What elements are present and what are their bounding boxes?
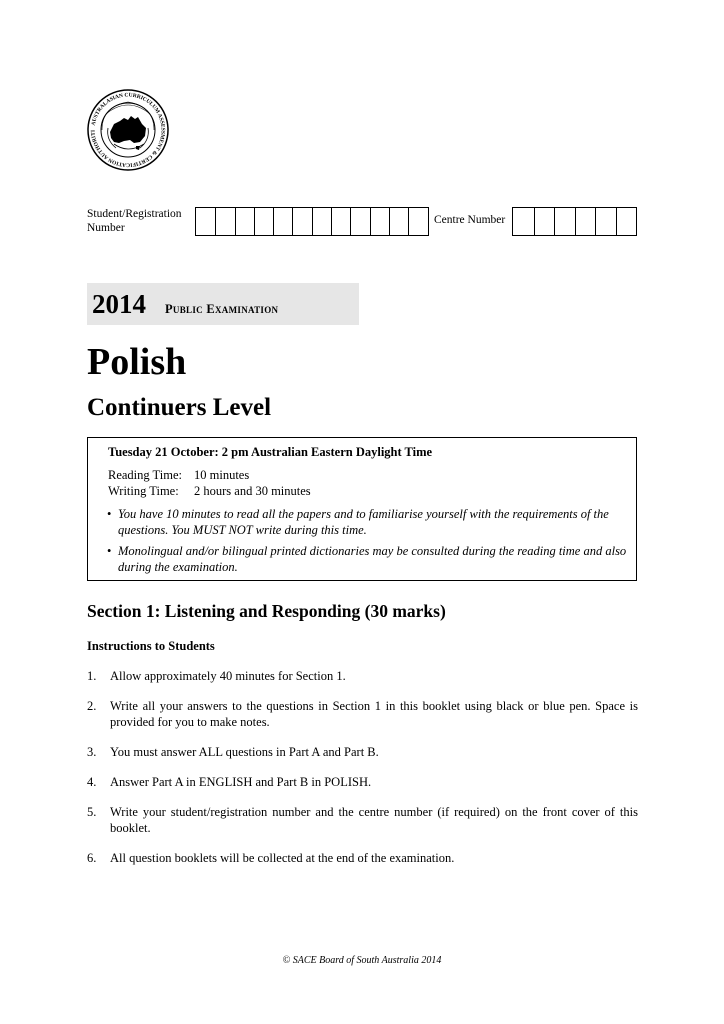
info-bullet-text: You have 10 minutes to read all the papers and to familiarise yourself with the requirements of the questions. You MUST NOT write during this time. bbox=[118, 507, 609, 537]
instruction-item bbox=[87, 774, 638, 790]
instruction-number: 3. bbox=[87, 745, 97, 759]
instruction-number: 1. bbox=[87, 669, 97, 683]
australia-map-icon bbox=[108, 116, 149, 150]
instruction-text: Allow approximately 40 minutes for Section 1. bbox=[110, 669, 346, 683]
exam-year: 2014 bbox=[92, 289, 146, 319]
student-registration-label: Student/Registration Number bbox=[87, 208, 182, 234]
subject-title: Polish bbox=[87, 341, 187, 383]
reading-time-label: Reading Time: bbox=[108, 468, 182, 482]
instruction-number: 4. bbox=[87, 775, 97, 789]
instruction-text: Write all your answers to the questions in Section 1 in this booklet using black or blue pen. Space is provided for you to make notes. bbox=[110, 699, 638, 729]
student-registration-boxes[interactable] bbox=[195, 207, 429, 236]
instruction-item bbox=[87, 744, 638, 760]
bullet-dot: • bbox=[107, 544, 112, 558]
centre-number-boxes[interactable] bbox=[512, 207, 637, 236]
copyright-footer: © SACE Board of South Australia 2014 bbox=[282, 955, 442, 966]
instruction-text: Write your student/registration number and the centre number (if required) on the front cover of this booklet. bbox=[110, 805, 638, 835]
instruction-text: You must answer ALL questions in Part A and Part B. bbox=[110, 745, 379, 759]
svg-text:AUSTRALASIAN CURRICULUM ASSESS: AUSTRALASIAN CURRICULUM ASSESSMENT & CERTIFICATION AUTHORITI bbox=[90, 92, 166, 168]
exam-date: Tuesday 21 October: 2 pm Australian Eastern Daylight Time bbox=[108, 445, 433, 459]
instructions-heading: Instructions to Students bbox=[87, 639, 215, 653]
instruction-number: 6. bbox=[87, 851, 97, 865]
writing-time-value: 2 hours and 30 minutes bbox=[194, 484, 311, 498]
instruction-text: All question booklets will be collected at the end of the examination. bbox=[110, 851, 455, 865]
reading-time bbox=[108, 468, 249, 483]
writing-time bbox=[108, 484, 311, 499]
section-heading: Section 1: Listening and Responding (30 marks) bbox=[87, 601, 446, 621]
instruction-item bbox=[87, 698, 638, 730]
level-subtitle: Continuers Level bbox=[87, 394, 272, 421]
bullet-dot: • bbox=[107, 507, 112, 521]
reading-time-value: 10 minutes bbox=[194, 468, 250, 482]
acaca-logo bbox=[86, 88, 170, 172]
info-bullet bbox=[108, 543, 630, 575]
info-bullet bbox=[108, 506, 630, 538]
info-bullet-text: Monolingual and/or bilingual printed dictionaries may be consulted during the reading time and also during the examination. bbox=[118, 544, 627, 574]
exam-type: Public Examination bbox=[165, 302, 279, 316]
writing-time-label: Writing Time: bbox=[108, 484, 179, 498]
instruction-item bbox=[87, 850, 638, 866]
centre-number-label: Centre Number bbox=[434, 214, 506, 226]
instruction-item bbox=[87, 668, 638, 684]
instruction-item bbox=[87, 804, 638, 836]
instruction-text: Answer Part A in ENGLISH and Part B in POLISH. bbox=[110, 775, 372, 789]
instruction-number: 2. bbox=[87, 699, 97, 713]
instruction-number: 5. bbox=[87, 805, 97, 819]
